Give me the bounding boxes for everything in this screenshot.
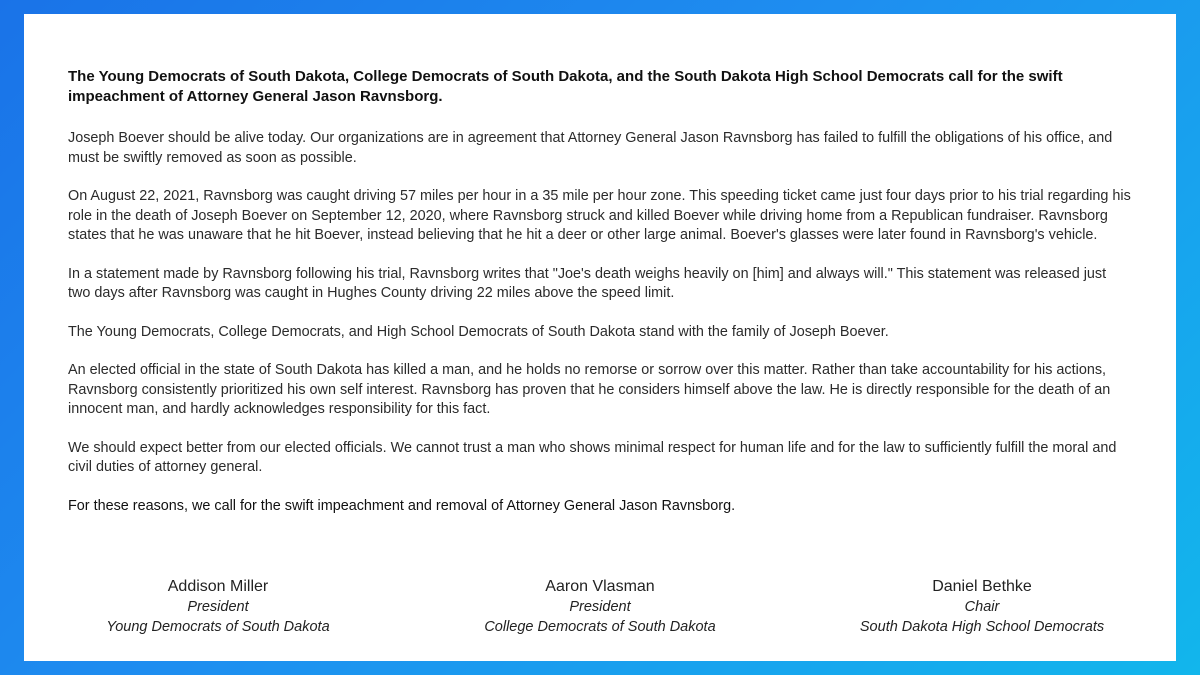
- signatory-title: Chair: [964, 599, 1000, 615]
- signatory-title: President: [569, 599, 631, 615]
- signatory-name: Aaron Vlasman: [545, 578, 655, 595]
- signature-young-democrats: [68, 576, 368, 637]
- paragraph-accountability: An elected official in the state of South Dakota has killed a man, and he holds no remorse or sorrow over this matter. Rather than take accountability for his actions, Ravnsborg consistently prioritized his own self interest. Ravnsborg has proven that he considers himself above the law. He is directly responsible for the death of an innocent man, and hardly acknowledges responsibility for this fact.: [68, 362, 1111, 417]
- signatory-organization: South Dakota High School Democrats: [859, 619, 1105, 635]
- signature-high-school-democrats: [832, 576, 1132, 637]
- paragraph-statement: In a statement made by Ravnsborg following his trial, Ravnsborg writes that "Joe's death weighs heavily on [him] and always will." This statement was released just two days after Ravnsborg was caught in Hughes County driving 22 miles above the speed limit.: [68, 265, 1107, 301]
- signature-block: [68, 576, 1132, 637]
- signatory-name: Addison Miller: [167, 578, 269, 595]
- paragraph-intro: Joseph Boever should be alive today. Our organizations are in agreement that Attorney General Jason Ravnsborg has failed to fulfill the obligations of his office, and must be swiftly removed as soon as possible.: [68, 130, 1113, 166]
- signatory-title: President: [187, 599, 249, 615]
- signatory-organization: College Democrats of South Dakota: [484, 619, 716, 635]
- signatory-organization: Young Democrats of South Dakota: [106, 619, 330, 635]
- signatory-name: Daniel Bethke: [932, 578, 1032, 595]
- paragraph-speeding: On August 22, 2021, Ravnsborg was caught driving 57 miles per hour in a 35 mile per hour zone. This speeding ticket came just four days prior to his trial regarding his role in the death of Joseph Boever on September 12, 2020, where Ravnsborg struck and killed Boever while driving home from a Republican fundraiser. Ravnsborg states that he was unaware that he hit Boever, instead believing that he hit a deer or other large animal. Boever's glasses were later found in Ravnsborg's vehicle.: [68, 188, 1131, 243]
- paragraph-solidarity: The Young Democrats, College Democrats, and High School Democrats of South Dakota stand with the family of Joseph Boever.: [68, 323, 889, 340]
- signature-college-democrats: [450, 576, 750, 637]
- paragraph-expectations: We should expect better from our elected officials. We cannot trust a man who shows minimal respect for human life and for the law to sufficiently fulfill the moral and civil duties of attorney general.: [68, 439, 1117, 475]
- statement-card: [24, 14, 1176, 661]
- statement-headline: The Young Democrats of South Dakota, College Democrats of South Dakota, and the South Dakota High School Democrats call for the swift impeachment of Attorney General Jason Ravnsborg.: [68, 68, 1063, 105]
- paragraph-call-to-action: For these reasons, we call for the swift impeachment and removal of Attorney General Jason Ravnsborg.: [68, 497, 736, 514]
